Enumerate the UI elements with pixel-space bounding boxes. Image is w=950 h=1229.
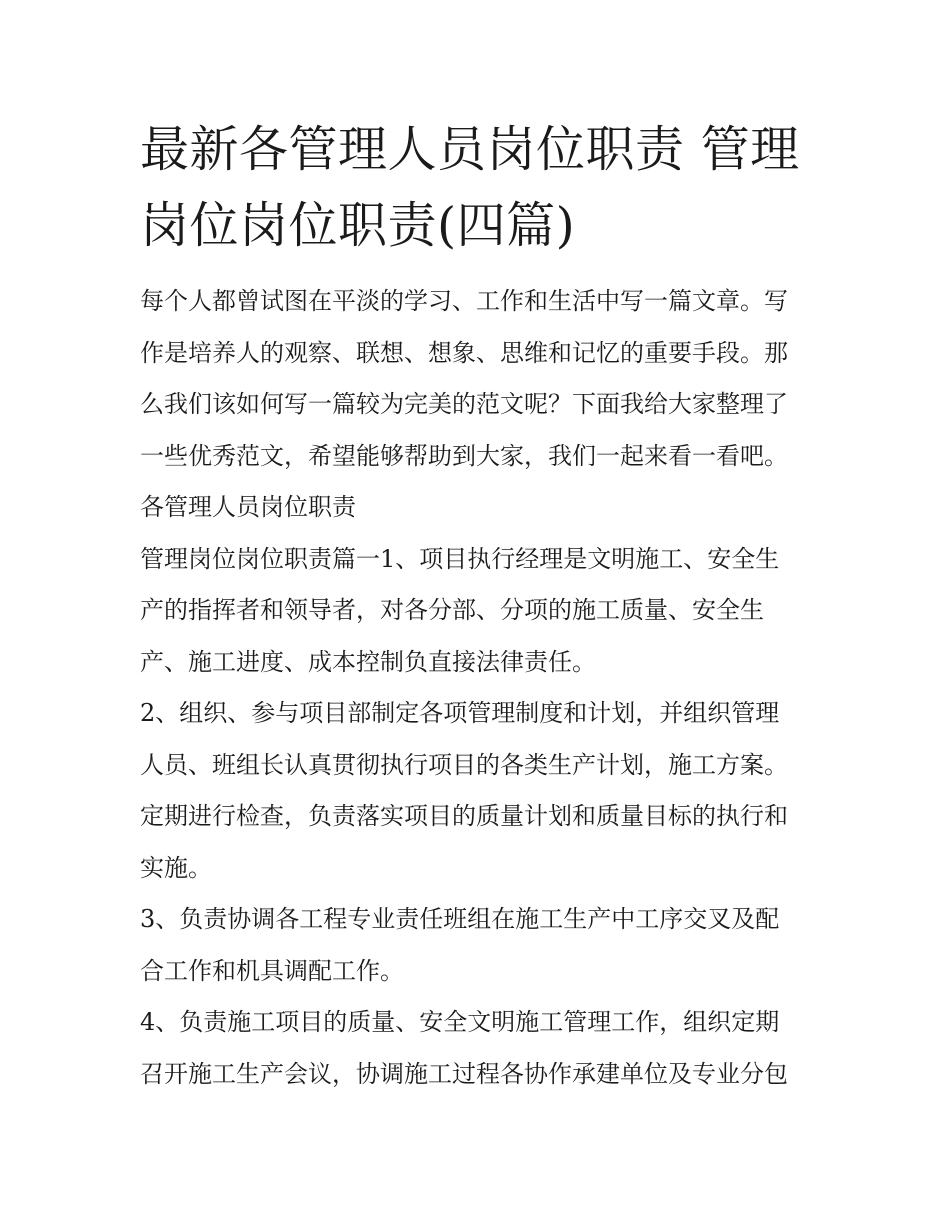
intro-line: 么我们该如何写一篇较为完美的范文呢？下面我给大家整理了 xyxy=(140,390,788,418)
paragraph-line: 管理岗位岗位职责篇一1、项目执行经理是文明施工、安全生 xyxy=(140,544,780,573)
paragraph-line: 产、施工进度、成本控制负直接法律责任。 xyxy=(140,647,596,676)
paragraph-line: 4、负责施工项目的质量、安全文明施工管理工作，组织定期 xyxy=(140,1008,780,1036)
section-heading: 各管理人员岗位职责 xyxy=(140,493,356,521)
intro-line: 一些优秀范文，希望能够帮助到大家，我们一起来看一看吧。 xyxy=(140,441,788,470)
paragraph-line: 合工作和机具调配工作。 xyxy=(140,956,404,985)
intro-line: 每个人都曾试图在平淡的学习、工作和生活中写一篇文章。写 xyxy=(140,287,788,315)
paragraph-line: 召开施工生产会议，协调施工过程各协作承建单位及专业分包 xyxy=(140,1059,788,1088)
paragraph-line: 2、组织、参与项目部制定各项管理制度和计划，并组织管理 xyxy=(140,699,780,727)
title-line: 岗位岗位职责(四篇) xyxy=(140,197,576,254)
intro-line: 作是培养人的观察、联想、想象、思维和记忆的重要手段。那 xyxy=(140,338,788,367)
paragraph-line: 3、负责协调各工程专业责任班组在施工生产中工序交叉及配 xyxy=(140,905,780,933)
paragraph-line: 实施。 xyxy=(140,853,212,882)
document-title xyxy=(140,112,820,264)
paragraph-line: 人员、班组长认真贯彻执行项目的各类生产计划，施工方案。 xyxy=(140,750,788,779)
title-line: 最新各管理人员岗位职责 管理 xyxy=(140,121,800,178)
paragraph-line: 定期进行检查，负责落实项目的质量计划和质量目标的执行和 xyxy=(140,802,788,830)
document-body xyxy=(140,276,820,1100)
paragraph-line: 产的指挥者和领导者，对各分部、分项的施工质量、安全生 xyxy=(140,596,764,624)
document-page xyxy=(140,112,820,1100)
